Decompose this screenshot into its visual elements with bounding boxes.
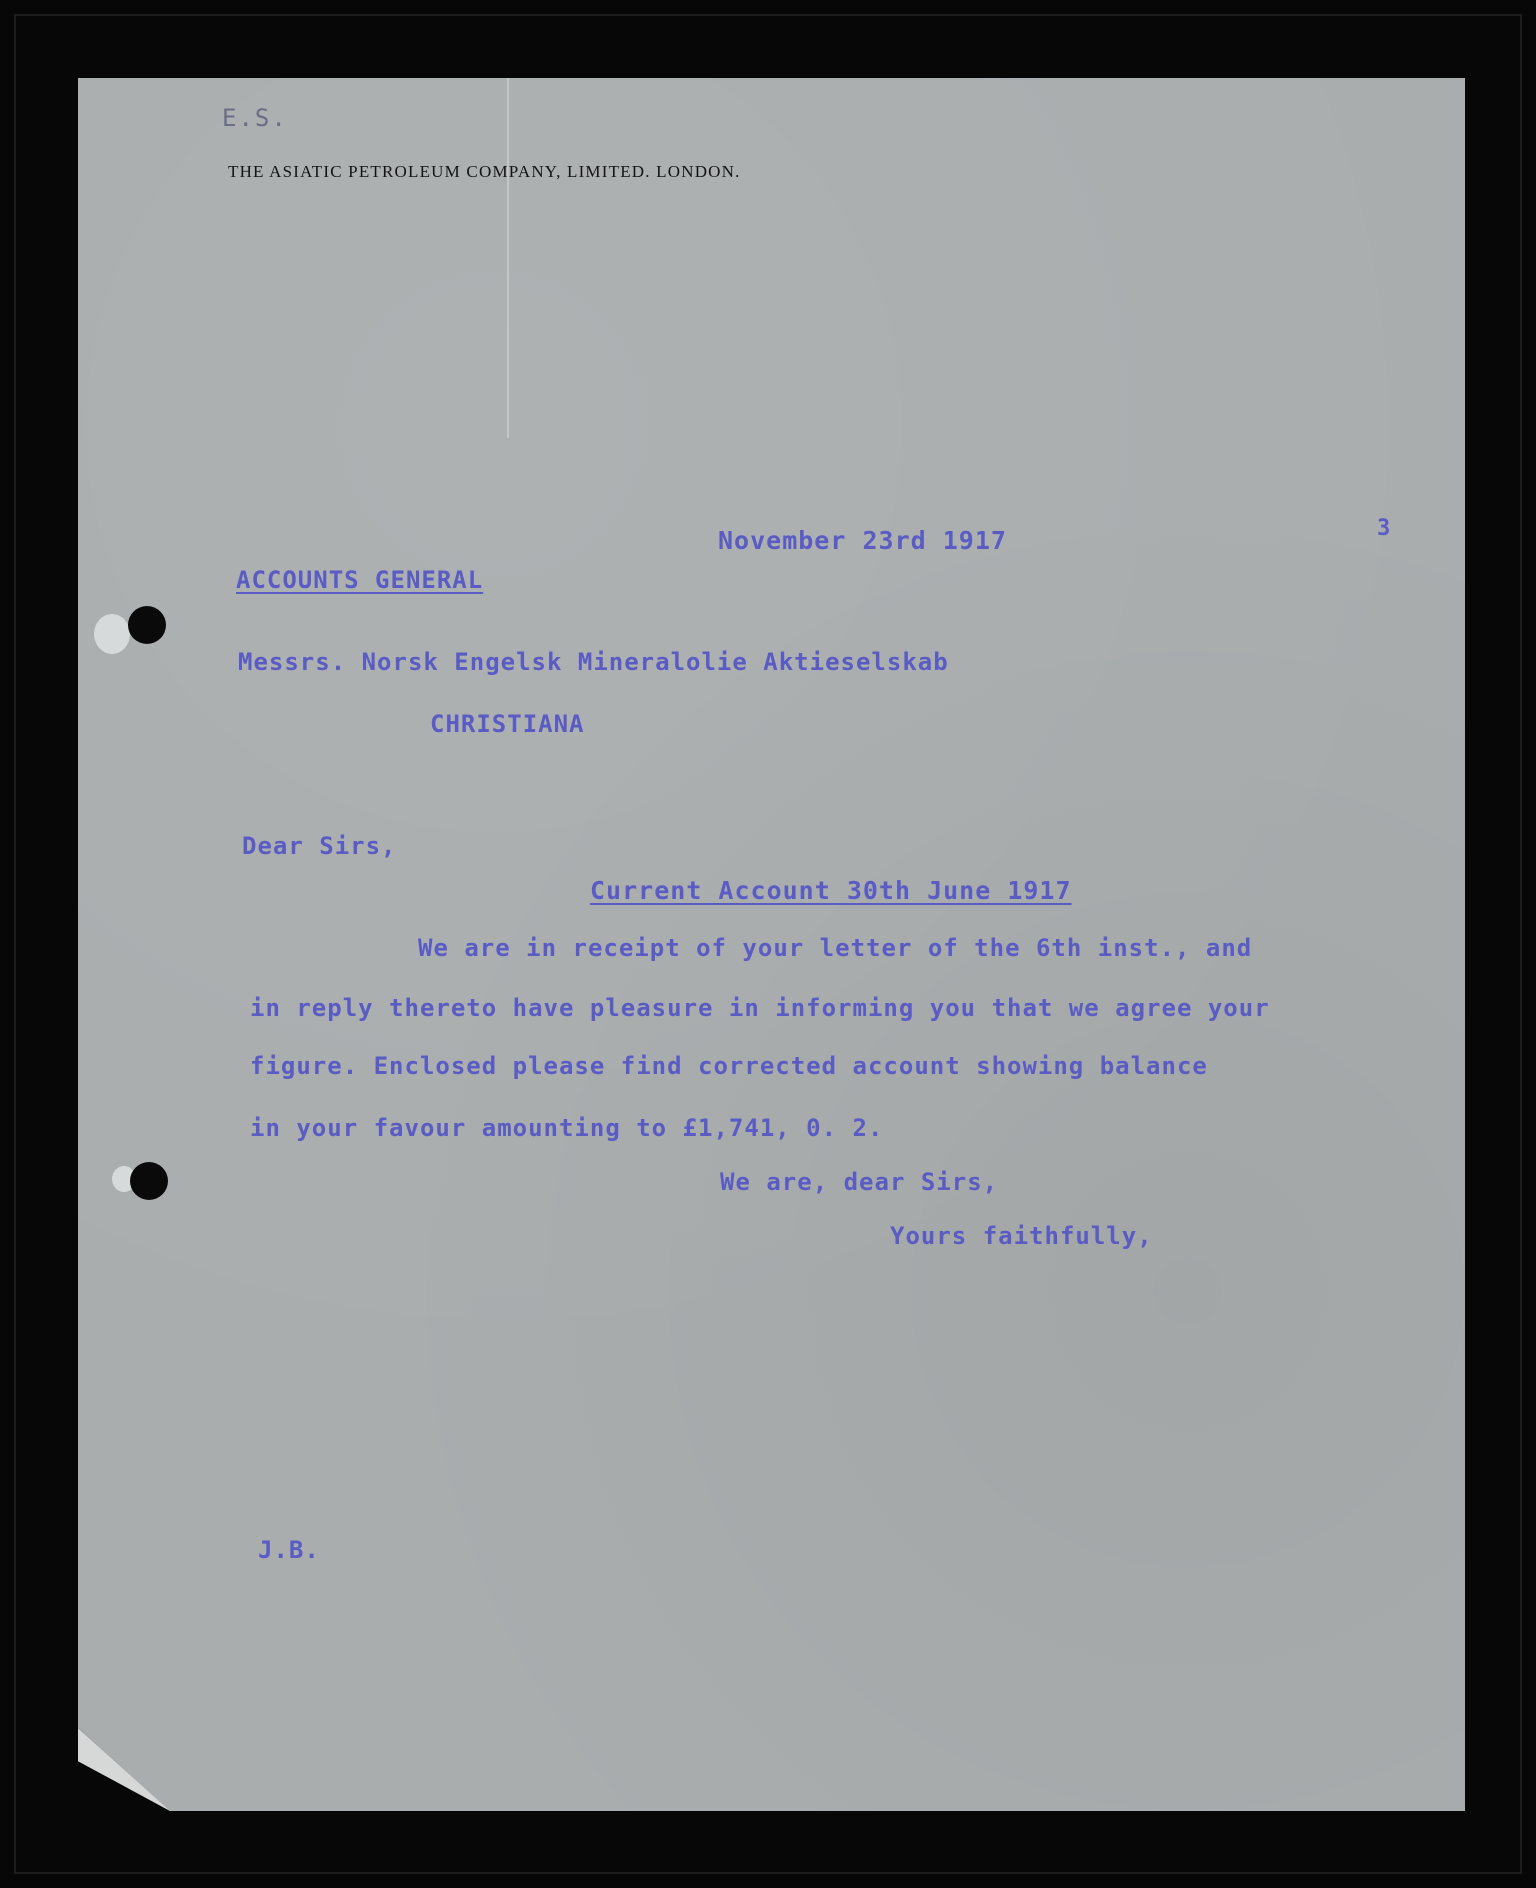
punch-hole-bottom bbox=[130, 1162, 168, 1200]
punch-hole-tear bbox=[94, 614, 130, 654]
page-number: 3 bbox=[1377, 516, 1392, 541]
paper-crease bbox=[507, 78, 509, 438]
punch-hole-top bbox=[128, 606, 166, 644]
body-line: in reply thereto have pleasure in informing you that we agree your bbox=[250, 994, 1270, 1022]
letterhead-initials: E.S. bbox=[222, 104, 288, 132]
closing-line: We are, dear Sirs, bbox=[720, 1168, 999, 1196]
addressee-city: CHRISTIANA bbox=[430, 710, 585, 738]
closing-signoff: Yours faithfully, bbox=[890, 1222, 1153, 1250]
reference-initials: J.B. bbox=[258, 1536, 320, 1564]
body-line: in your favour amounting to £1,741, 0. 2. bbox=[250, 1114, 884, 1142]
letterhead-company: THE ASIATIC PETROLEUM COMPANY, LIMITED. LONDON. bbox=[228, 162, 741, 181]
letter-date: November 23rd 1917 bbox=[718, 526, 1007, 555]
department-heading: ACCOUNTS GENERAL bbox=[236, 566, 484, 594]
body-line: figure. Enclosed please find corrected account showing balance bbox=[250, 1052, 1208, 1080]
salutation: Dear Sirs, bbox=[242, 832, 397, 860]
addressee: Messrs. Norsk Engelsk Mineralolie Aktieselskab bbox=[238, 648, 949, 676]
subject-line: Current Account 30th June 1917 bbox=[590, 876, 1072, 905]
body-line: We are in receipt of your letter of the 6th inst., and bbox=[418, 934, 1253, 962]
